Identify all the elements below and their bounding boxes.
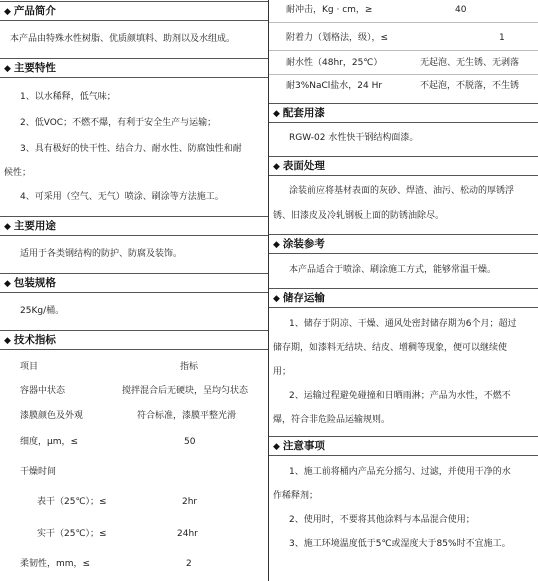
row-divider <box>269 50 538 51</box>
diamond-bullet-icon: ◆ <box>273 294 280 304</box>
section-title: 涂装参考 <box>282 238 325 250</box>
notes-line: 作稀释剂； <box>273 491 319 501</box>
diamond-bullet-icon: ◆ <box>4 222 11 232</box>
coating-text: 本产品适合于喷涂、刷涂施工方式，能够常温干燥。 <box>289 265 497 275</box>
spec-value: 不起泡，不脱落，不生锈 <box>420 81 520 91</box>
diamond-bullet-icon: ◆ <box>4 64 11 74</box>
section-header-intro <box>0 1 268 21</box>
spec-label: 附着力（划格法，级），≤ <box>286 33 389 43</box>
spec-label: 容器中状态 <box>20 386 66 396</box>
spec-value: 搅拌混合后无硬块，呈均匀状态 <box>122 386 249 396</box>
spec-header-item: 项目 <box>20 362 39 372</box>
section-title: 包装规格 <box>13 277 56 289</box>
spec-header-value: 指标 <box>180 362 199 372</box>
usage-text: 适用于各类钢结构的防护、防腐及装饰。 <box>20 249 183 259</box>
spec-value: 2hr <box>182 497 198 507</box>
diamond-bullet-icon: ◆ <box>4 279 11 289</box>
section-title: 表面处理 <box>282 160 325 172</box>
section-header-notes <box>269 436 538 456</box>
spec-value: 50 <box>184 437 196 447</box>
diamond-bullet-icon: ◆ <box>4 336 11 346</box>
section-header-features <box>0 58 268 78</box>
spec-value: 无起泡、无生锈、无剥落 <box>420 58 520 68</box>
storage-line: 用； <box>273 367 292 377</box>
diamond-bullet-icon: ◆ <box>273 240 280 250</box>
surface-line: 涂装前应将基材表面的灰砂、焊渣、油污、松动的厚锈浮 <box>289 186 515 196</box>
spec-label: 耐冲击，Kg · cm，≥ <box>286 5 373 15</box>
row-divider <box>269 74 538 75</box>
spec-label: 耐水性（48hr，25℃） <box>286 58 383 68</box>
section-title: 储存运输 <box>282 292 325 304</box>
spec-label: 干燥时间 <box>20 467 57 477</box>
section-title: 主要特性 <box>13 62 56 74</box>
storage-line: 1、储存于阴凉、干燥、通风处密封储存期为6个月；超过 <box>289 319 517 329</box>
section-title: 主要用途 <box>13 220 56 232</box>
section-title: 注意事项 <box>282 440 325 452</box>
feature-line: 候性； <box>4 168 32 178</box>
section-header-coating <box>269 234 538 254</box>
diamond-bullet-icon: ◆ <box>273 162 280 172</box>
section-title: 技术指标 <box>13 334 56 346</box>
spec-value: 24hr <box>177 529 198 539</box>
diamond-bullet-icon: ◆ <box>273 109 280 119</box>
right-column <box>269 0 538 581</box>
spec-label: 表干（25℃）；≤ <box>37 497 107 507</box>
surface-line: 锈、旧漆皮及冷轧钢板上面的防锈油除尽。 <box>273 211 445 221</box>
section-header-matching <box>269 103 538 123</box>
spec-label: 柔韧性，mm，≤ <box>20 559 91 569</box>
notes-line: 3、施工环境温度低于5℃或湿度大于85%时不宜施工。 <box>289 539 511 549</box>
storage-line: 储存期，如漆料无结块、结皮、增稠等现象，便可以继续使 <box>273 343 508 353</box>
notes-line: 1、施工前将桶内产品充分摇匀、过滤，并使用干净的水 <box>289 467 511 477</box>
feature-line: 4、可采用（空气、无气）喷涂、刷涂等方法施工。 <box>20 192 224 202</box>
section-header-surface <box>269 156 538 176</box>
storage-line: 2、运输过程避免碰撞和日晒雨淋；产品为水性，不燃不 <box>289 391 511 401</box>
notes-line: 2、使用时，不要将其他涂料与本品混合使用； <box>289 515 475 525</box>
section-header-specs <box>0 330 268 350</box>
packing-text: 25Kg/桶。 <box>20 306 65 316</box>
spec-value: 2 <box>186 559 192 569</box>
section-header-packing <box>0 273 268 293</box>
spec-value: 符合标准，漆膜平整光滑 <box>137 411 237 421</box>
intro-text: 本产品由特殊水性树脂、优质颜填料、助剂以及水组成。 <box>10 34 236 44</box>
spec-label: 漆膜颜色及外观 <box>20 411 84 421</box>
spec-value: 1 <box>499 33 505 43</box>
matching-text: RGW-02 水性快干钢结构面漆。 <box>289 133 419 143</box>
spec-value: 40 <box>455 5 467 15</box>
section-header-usage <box>0 216 268 236</box>
spec-label: 实干（25℃）；≤ <box>37 529 107 539</box>
diamond-bullet-icon: ◆ <box>4 7 11 17</box>
row-divider <box>269 22 538 23</box>
spec-label: 细度，μm，≤ <box>20 437 79 447</box>
feature-line: 3、具有极好的快干性、结合力、耐水性、防腐蚀性和耐 <box>20 144 242 154</box>
diamond-bullet-icon: ◆ <box>273 442 280 452</box>
section-title: 产品简介 <box>13 5 56 17</box>
feature-line: 2、低VOC；不燃不爆，有利于安全生产与运输； <box>20 118 217 128</box>
section-header-storage <box>269 288 538 308</box>
storage-line: 爆，符合非危险品运输规则。 <box>273 415 391 425</box>
spec-label: 耐3%NaCl盐水，24 Hr <box>286 81 383 91</box>
feature-line: 1、以水稀释，低气味； <box>20 92 116 102</box>
section-title: 配套用漆 <box>282 107 325 119</box>
